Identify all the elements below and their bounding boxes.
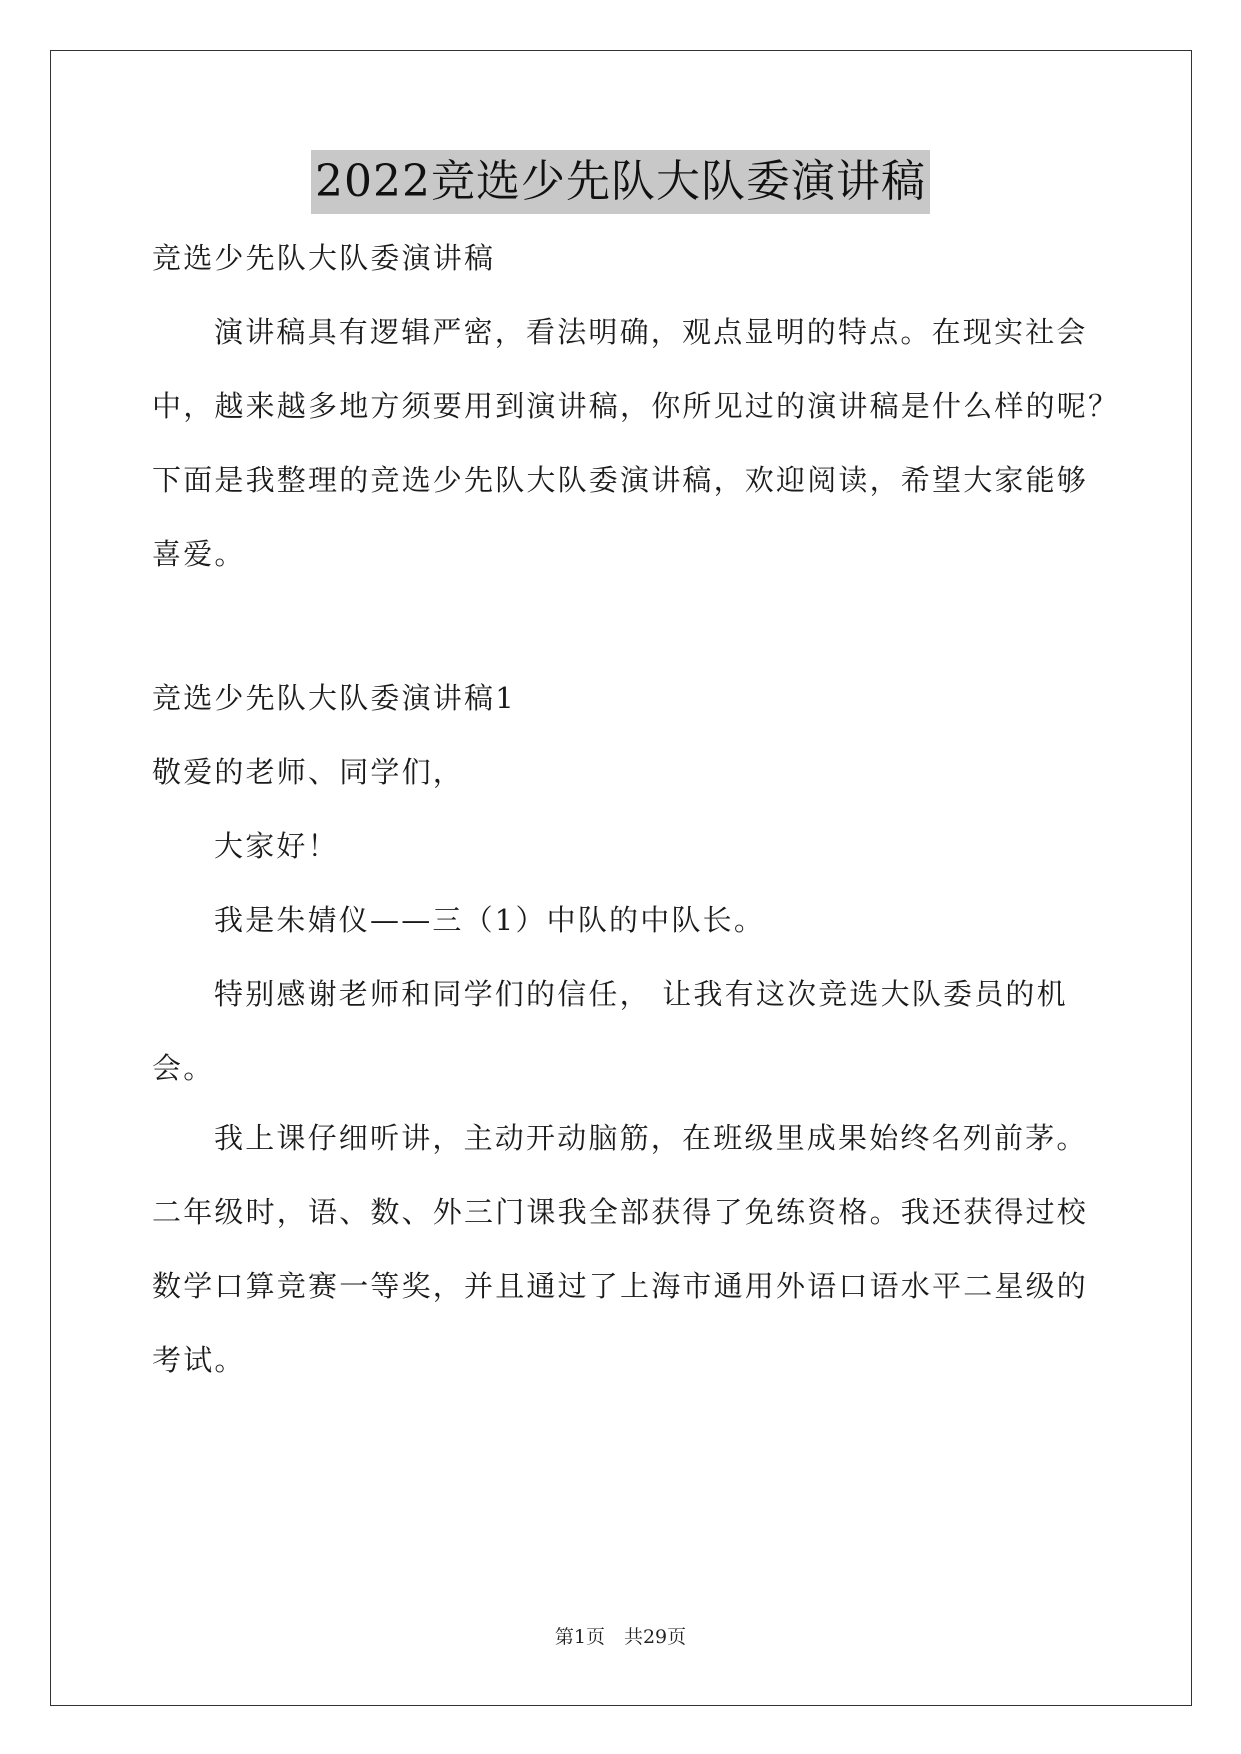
document-title: 2022竞选少先队大队委演讲稿	[311, 150, 930, 214]
paragraph-line: 我上课仔细听讲，主动开动脑筋，在班级里成果始终名列前茅。	[214, 1121, 1088, 1155]
paragraph-line: 大家好！	[214, 829, 339, 863]
salutation-line: 敬爱的老师、同学们，	[152, 755, 465, 789]
paragraph-line: 喜爱。	[152, 537, 246, 571]
section-heading: 竞选少先队大队委演讲稿1	[152, 681, 516, 715]
paragraph-line: 特别感谢老师和同学们的信任， 让我有这次竞选大队委员的机	[214, 977, 1068, 1011]
paragraph-line: 下面是我整理的竞选少先队大队委演讲稿，欢迎阅读，希望大家能够	[152, 463, 1089, 497]
paragraph-line: 我是朱婧仪——三（1）中队的中队长。	[214, 903, 766, 937]
paragraph-line: 二年级时，语、数、外三门课我全部获得了免练资格。我还获得过校	[152, 1195, 1089, 1229]
page-border	[50, 50, 1192, 1706]
paragraph-line: 会。	[152, 1051, 215, 1085]
title-wrap	[0, 150, 1241, 214]
paragraph-line: 中，越来越多地方须要用到演讲稿，你所见过的演讲稿是什么样的呢？	[152, 389, 1120, 423]
paragraph-line: 考试。	[152, 1343, 246, 1377]
paragraph-line: 数学口算竞赛一等奖，并且通过了上海市通用外语口语水平二星级的	[152, 1269, 1089, 1303]
subtitle-line: 竞选少先队大队委演讲稿	[152, 241, 496, 275]
page-footer: 第1页 共29页	[554, 1626, 687, 1648]
paragraph-line: 演讲稿具有逻辑严密，看法明确，观点显明的特点。在现实社会	[214, 315, 1088, 349]
